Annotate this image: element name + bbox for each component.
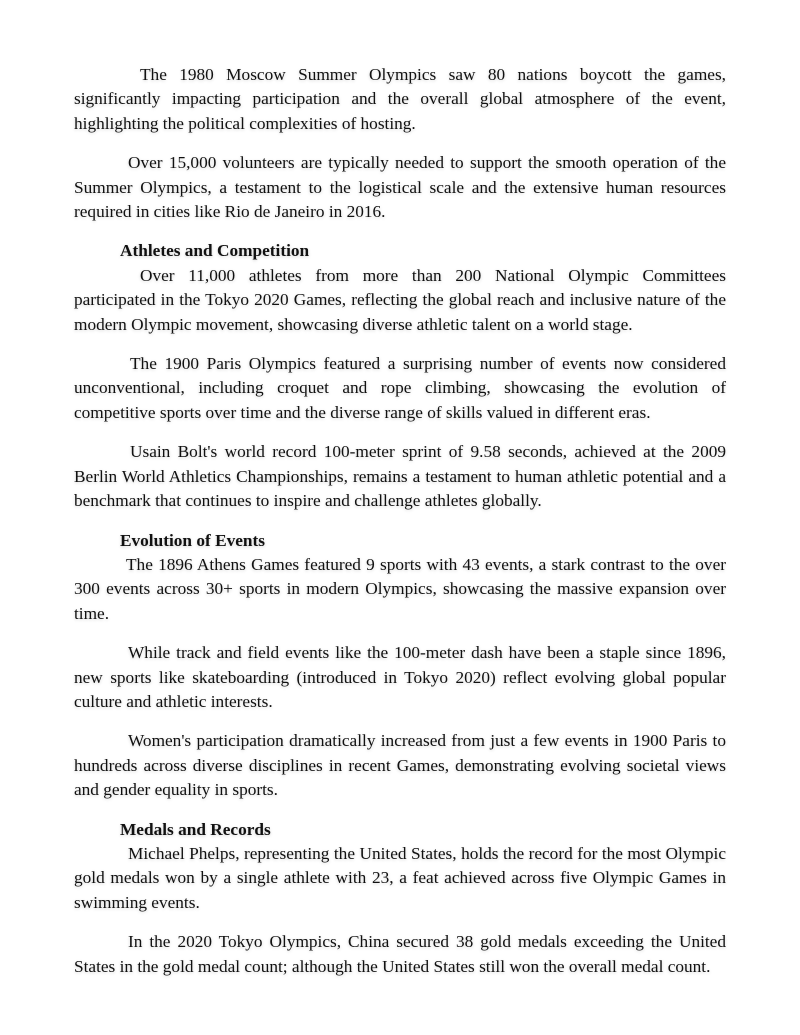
paragraph-text: Over 11,000 athletes from more than 200 National Olympic Committees participated in the Tokyo 2020 Games, reflecting the global reach and inclusive nature of the modern Olympic movement, showcasing diverse athletic talent on a world stage. — [74, 265, 726, 334]
paragraph-gap — [74, 136, 726, 151]
paragraph-moscow-boycott — [74, 63, 726, 136]
paragraph-gap — [74, 714, 726, 729]
document-page — [74, 63, 726, 979]
paragraph-usain-bolt — [74, 440, 726, 513]
paragraph-track-and-field — [74, 641, 726, 714]
paragraph-gap — [74, 626, 726, 641]
paragraph-tokyo-medals — [74, 930, 726, 979]
heading-athletes-and-competition: Athletes and Competition — [120, 241, 310, 261]
paragraph-text: The 1980 Moscow Summer Olympics saw 80 nations boycott the games, significantly impacting participation and the overall global atmosphere of the event, highlighting the political complexities of hosting. — [74, 65, 726, 133]
section-gap — [74, 514, 726, 529]
section-gap — [74, 224, 726, 239]
paragraph-text: Usain Bolt's world record 100-meter sprint of 9.58 seconds, achieved at the 2009 Berlin World Athletics Championships, remains a testament to human athletic potential and a benchmark that continues to inspire and challenge athletes globally. — [74, 442, 726, 511]
paragraph-text: In the 2020 Tokyo Olympics, China secured 38 gold medals exceeding the United States in the gold medal count; although the United States still won the overall medal count. — [74, 932, 726, 976]
paragraph-gap — [74, 915, 726, 930]
paragraph-paris-1900-events — [74, 352, 726, 425]
paragraph-gap — [74, 425, 726, 440]
paragraph-text: Women's participation dramatically increased from just a few events in 1900 Paris to hundreds across diverse disciplines in recent Games, demonstrating evolving societal views and gender equality in sports. — [74, 731, 726, 800]
paragraph-michael-phelps — [74, 842, 726, 915]
paragraph-text: Michael Phelps, representing the United States, holds the record for the most Olympic gold medals won by a single athlete with 23, a feat achieved across five Olympic Games in swimming events. — [74, 843, 726, 912]
paragraph-womens-participation — [74, 729, 726, 802]
section-gap — [74, 803, 726, 818]
paragraph-tokyo-athletes — [74, 264, 726, 337]
heading-medals-and-records: Medals and Records — [120, 819, 271, 839]
paragraph-athens-1896 — [74, 553, 726, 626]
heading-evolution-of-events: Evolution of Events — [120, 530, 265, 550]
paragraph-text: Over 15,000 volunteers are typically needed to support the smooth operation of the Summer Olympics, a testament to the logistical scale and the extensive human resources required in cities like Rio de Janeiro in 2016. — [74, 153, 726, 222]
paragraph-gap — [74, 337, 726, 352]
paragraph-text: The 1900 Paris Olympics featured a surprising number of events now considered unconventional, including croquet and rope climbing, showcasing the evolution of competitive sports over time and the diverse range of skills valued in different eras. — [74, 354, 726, 422]
paragraph-volunteers — [74, 151, 726, 224]
paragraph-text: While track and field events like the 100-meter dash have been a staple since 1896, new sports like skateboarding (introduced in Tokyo 2020) reflect evolving global popular culture and athletic interests. — [74, 643, 726, 711]
paragraph-text: The 1896 Athens Games featured 9 sports with 43 events, a stark contrast to the over 300 events across 30+ sports in modern Olympics, showcasing the massive expansion over time. — [74, 554, 726, 623]
